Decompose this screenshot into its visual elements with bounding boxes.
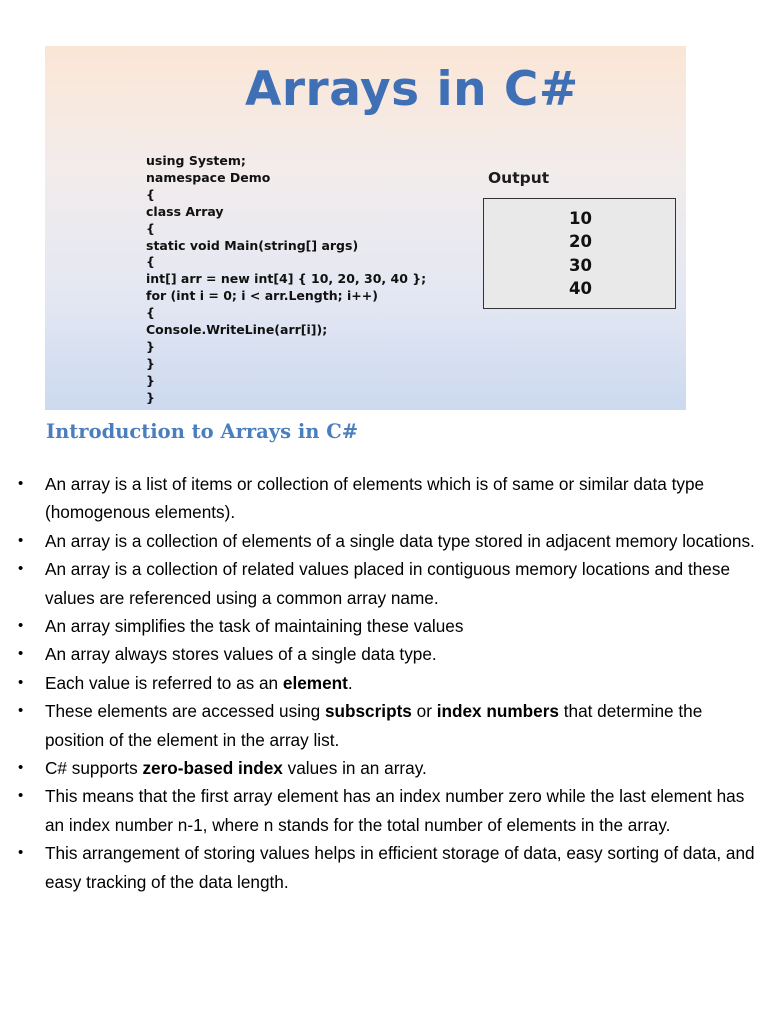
code-line: } [146, 355, 155, 371]
bullet-dot-icon: • [18, 759, 24, 777]
code-line: { [146, 220, 155, 236]
bullet-text: An array is a collection of elements of a single data type stored in adjacent memory locations. [45, 530, 755, 551]
code-line: { [146, 305, 155, 321]
output-box [483, 198, 676, 309]
bullet-dot-icon: • [18, 531, 24, 549]
bullet-dot-icon: • [18, 673, 24, 691]
code-line: } [146, 372, 155, 388]
banner-title: Arrays in C# [245, 62, 579, 117]
bold-term: subscripts [324, 701, 412, 722]
output-value: 40 [569, 278, 592, 298]
code-line: namespace Demo [146, 169, 271, 185]
output-label: Output [488, 169, 550, 187]
bullet-text: C# supports [45, 758, 143, 779]
output-value: 10 [569, 209, 592, 228]
code-line: Console.WriteLine(arr[i]); [146, 322, 328, 338]
bullet-item [18, 782, 763, 839]
bullet-text: This arrangement of storing values helps in efficient storage of data, easy sorting of data, and easy tracking of the data length. [45, 843, 755, 892]
code-line: using System; [146, 153, 246, 168]
bullet-text: values in an array. [282, 758, 427, 779]
code-line: class Array [146, 203, 224, 219]
bullet-item [18, 669, 763, 697]
bullet-dot-icon: • [18, 617, 24, 635]
bullet-text: or [411, 701, 437, 722]
code-line: } [146, 389, 155, 405]
arrays-banner-image [45, 46, 686, 410]
bullet-item [18, 754, 763, 782]
output-value: 20 [569, 232, 592, 252]
bullet-item [18, 839, 763, 896]
code-line: { [146, 186, 155, 202]
bullet-item [18, 640, 763, 668]
bullet-text: This means that the first array element has an index number zero while the last element has an index number n-1, where n stands for the total number of elements in the array. [45, 786, 745, 835]
bold-term: index numbers [436, 701, 559, 722]
output-values [569, 207, 592, 300]
bullet-text: These elements are accessed using [45, 701, 325, 722]
code-line: { [146, 254, 155, 270]
bullet-dot-icon: • [18, 475, 24, 492]
bullet-text: An array is a collection of related values placed in contiguous memory locations and these values are referenced using a common array name. [45, 559, 731, 608]
bold-term: zero-based index [142, 758, 283, 779]
output-value: 30 [569, 255, 592, 275]
bullet-dot-icon: • [18, 844, 24, 862]
bullet-text: . [347, 672, 353, 693]
code-line: int[] arr = new int[4] { 10, 20, 30, 40 }; [146, 271, 427, 287]
bullet-item [18, 527, 763, 555]
bullet-text: Each value is referred to as an [45, 672, 283, 693]
bullet-item [18, 555, 763, 612]
bullet-item [18, 470, 763, 527]
bullet-text: An array simplifies the task of maintaining these values [45, 616, 464, 637]
bold-term: element [282, 672, 348, 693]
bullet-list [18, 470, 763, 896]
bullet-text: that determine the position of the element in the array list. [45, 701, 703, 750]
bullet-item [18, 612, 763, 640]
bullet-dot-icon: • [18, 702, 24, 720]
section-heading: Introduction to Arrays in C# [46, 420, 359, 443]
bullet-item [18, 697, 763, 754]
bullet-dot-icon: • [18, 560, 24, 578]
code-line: static void Main(string[] args) [146, 237, 359, 253]
bullet-text: An array always stores values of a single data type. [45, 644, 437, 665]
bullet-dot-icon: • [18, 787, 24, 805]
code-line: } [146, 338, 155, 354]
code-sample [146, 153, 426, 407]
bullet-dot-icon: • [18, 645, 24, 663]
code-line: for (int i = 0; i < arr.Length; i++) [146, 288, 378, 304]
bullet-text: An array is a list of items or collection of elements which is of same or similar data type (homogenous elements). [45, 474, 705, 523]
